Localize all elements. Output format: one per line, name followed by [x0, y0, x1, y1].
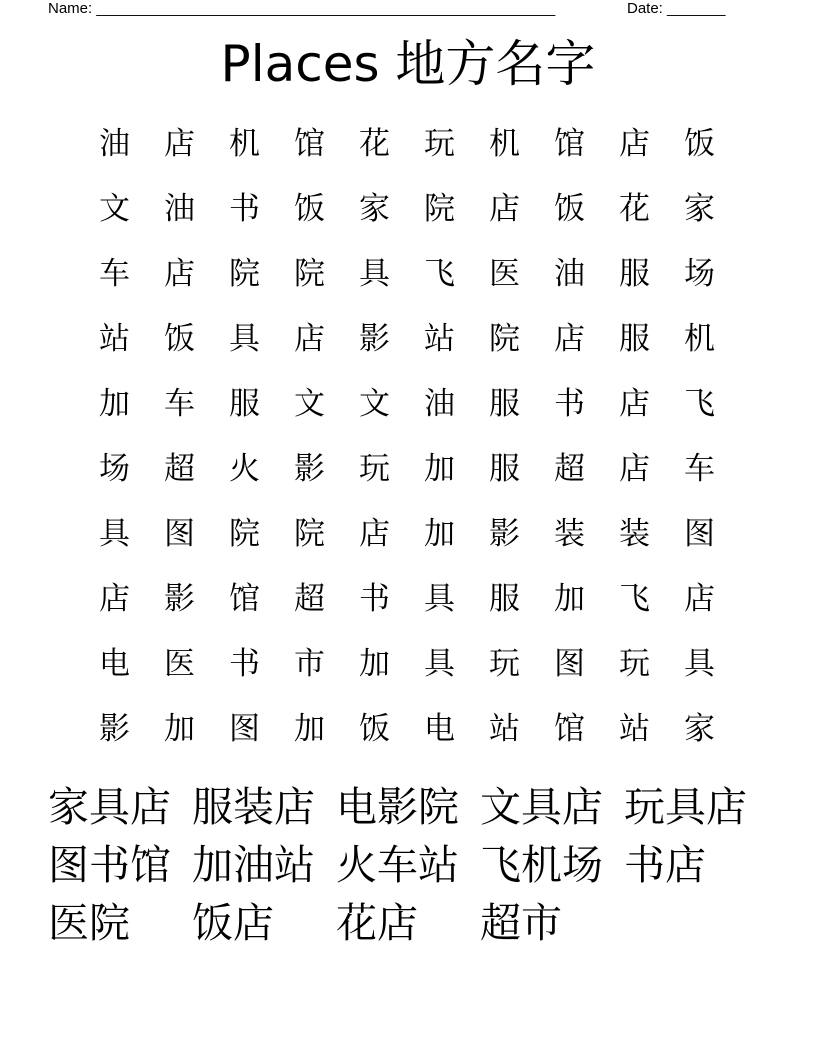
grid-cell[interactable]: 加	[294, 711, 325, 747]
grid-cell[interactable]: 饭	[684, 126, 715, 162]
grid-cell[interactable]: 具	[359, 256, 390, 292]
grid-cell[interactable]: 医	[489, 256, 520, 292]
word-row	[48, 836, 788, 894]
grid-cell[interactable]: 饭	[164, 321, 195, 357]
grid-row	[82, 307, 732, 372]
grid-cell[interactable]: 电	[99, 646, 130, 682]
grid-cell[interactable]: 店	[164, 256, 195, 292]
grid-cell[interactable]: 具	[424, 581, 455, 617]
word-item: 医院	[48, 899, 130, 947]
grid-cell[interactable]: 车	[164, 386, 195, 422]
grid-cell[interactable]: 文	[99, 191, 130, 227]
grid-row	[82, 242, 732, 307]
grid-cell[interactable]: 电	[424, 711, 455, 747]
grid-cell[interactable]: 具	[424, 646, 455, 682]
grid-cell[interactable]: 影	[99, 711, 130, 747]
grid-cell[interactable]: 书	[359, 581, 390, 617]
grid-cell[interactable]: 超	[164, 451, 195, 487]
grid-row	[82, 112, 732, 177]
grid-cell[interactable]: 站	[619, 711, 650, 747]
grid-row	[82, 567, 732, 632]
word-item: 火车站	[336, 841, 459, 889]
grid-row	[82, 372, 732, 437]
word-item: 家具店	[48, 783, 171, 831]
grid-cell[interactable]: 玩	[424, 126, 455, 162]
word-item: 饭店	[192, 899, 274, 947]
grid-row	[82, 632, 732, 697]
word-item: 玩具店	[624, 783, 747, 831]
grid-cell[interactable]: 家	[684, 711, 715, 747]
grid-cell[interactable]: 书	[229, 646, 260, 682]
grid-row	[82, 697, 732, 762]
grid-cell[interactable]: 服	[619, 321, 650, 357]
word-item: 文具店	[480, 783, 603, 831]
grid-cell[interactable]: 市	[294, 646, 325, 682]
grid-cell[interactable]: 花	[619, 191, 650, 227]
grid-cell[interactable]: 饭	[554, 191, 585, 227]
grid-cell[interactable]: 店	[619, 126, 650, 162]
grid-cell[interactable]: 玩	[489, 646, 520, 682]
grid-cell[interactable]: 饭	[294, 191, 325, 227]
grid-cell[interactable]: 馆	[294, 126, 325, 162]
grid-cell[interactable]: 油	[554, 256, 585, 292]
grid-cell[interactable]: 场	[684, 256, 715, 292]
grid-cell[interactable]: 玩	[359, 451, 390, 487]
word-item: 电影院	[336, 783, 459, 831]
grid-cell[interactable]: 火	[229, 451, 260, 487]
grid-cell[interactable]: 超	[554, 451, 585, 487]
grid-row	[82, 502, 732, 567]
grid-cell[interactable]: 院	[294, 256, 325, 292]
grid-cell[interactable]: 油	[424, 386, 455, 422]
grid-cell[interactable]: 加	[99, 386, 130, 422]
word-item: 加油站	[192, 841, 315, 889]
grid-row	[82, 177, 732, 242]
grid-cell[interactable]: 服	[489, 581, 520, 617]
grid-cell[interactable]: 店	[294, 321, 325, 357]
grid-cell[interactable]: 站	[99, 321, 130, 357]
date-label: Date: _______	[627, 0, 726, 17]
grid-cell[interactable]: 服	[229, 386, 260, 422]
grid-cell[interactable]: 加	[164, 711, 195, 747]
grid-cell[interactable]: 影	[294, 451, 325, 487]
grid-cell[interactable]: 店	[684, 581, 715, 617]
grid-cell[interactable]: 油	[164, 191, 195, 227]
header	[0, 0, 816, 20]
grid-cell[interactable]: 影	[359, 321, 390, 357]
grid-cell[interactable]: 车	[99, 256, 130, 292]
grid-cell[interactable]: 机	[229, 126, 260, 162]
grid-cell[interactable]: 超	[294, 581, 325, 617]
grid-cell[interactable]: 加	[359, 646, 390, 682]
grid-cell[interactable]: 馆	[554, 711, 585, 747]
grid-cell[interactable]: 院	[424, 191, 455, 227]
grid-cell[interactable]: 服	[619, 256, 650, 292]
grid-cell[interactable]: 加	[424, 516, 455, 552]
grid-cell[interactable]: 医	[164, 646, 195, 682]
grid-cell[interactable]: 飞	[424, 256, 455, 292]
grid-cell[interactable]: 书	[229, 191, 260, 227]
word-item: 超市	[480, 899, 562, 947]
grid-cell[interactable]: 飞	[619, 581, 650, 617]
grid-cell[interactable]: 店	[99, 581, 130, 617]
word-search-grid	[82, 112, 732, 762]
grid-cell[interactable]: 加	[554, 581, 585, 617]
word-row	[48, 894, 788, 952]
page-title: Places 地方名字	[220, 35, 596, 93]
grid-cell[interactable]: 图	[554, 646, 585, 682]
grid-cell[interactable]: 玩	[619, 646, 650, 682]
grid-cell[interactable]: 油	[99, 126, 130, 162]
word-item: 服装店	[192, 783, 315, 831]
grid-cell[interactable]: 机	[684, 321, 715, 357]
grid-cell[interactable]: 车	[684, 451, 715, 487]
word-row	[48, 778, 788, 836]
grid-cell[interactable]: 书	[554, 386, 585, 422]
grid-cell[interactable]: 文	[294, 386, 325, 422]
grid-cell[interactable]: 饭	[359, 711, 390, 747]
grid-cell[interactable]: 文	[359, 386, 390, 422]
grid-cell[interactable]: 具	[99, 516, 130, 552]
grid-cell[interactable]: 院	[229, 256, 260, 292]
grid-cell[interactable]: 影	[164, 581, 195, 617]
grid-cell[interactable]: 店	[489, 191, 520, 227]
grid-cell[interactable]: 花	[359, 126, 390, 162]
grid-cell[interactable]: 院	[489, 321, 520, 357]
grid-cell[interactable]: 店	[619, 451, 650, 487]
grid-cell[interactable]: 图	[684, 516, 715, 552]
grid-cell[interactable]: 机	[489, 126, 520, 162]
word-item: 飞机场	[480, 841, 603, 889]
grid-cell[interactable]: 馆	[229, 581, 260, 617]
grid-cell[interactable]: 店	[164, 126, 195, 162]
grid-cell[interactable]: 院	[229, 516, 260, 552]
word-item: 书店	[624, 841, 706, 889]
grid-cell[interactable]: 场	[99, 451, 130, 487]
grid-cell[interactable]: 家	[359, 191, 390, 227]
grid-cell[interactable]: 馆	[554, 126, 585, 162]
grid-cell[interactable]: 家	[684, 191, 715, 227]
word-item: 花店	[336, 899, 418, 947]
grid-cell[interactable]: 服	[489, 386, 520, 422]
grid-cell[interactable]: 院	[294, 516, 325, 552]
grid-cell[interactable]: 具	[229, 321, 260, 357]
name-label: Name: _______________________________________________________	[48, 0, 556, 17]
grid-cell[interactable]: 加	[424, 451, 455, 487]
grid-cell[interactable]: 店	[619, 386, 650, 422]
word-item: 图书馆	[48, 841, 171, 889]
grid-cell[interactable]: 站	[424, 321, 455, 357]
grid-cell[interactable]: 服	[489, 451, 520, 487]
grid-cell[interactable]: 装	[554, 516, 585, 552]
grid-cell[interactable]: 装	[619, 516, 650, 552]
grid-cell[interactable]: 飞	[684, 386, 715, 422]
grid-cell[interactable]: 图	[164, 516, 195, 552]
grid-cell[interactable]: 站	[489, 711, 520, 747]
grid-cell[interactable]: 影	[489, 516, 520, 552]
grid-cell[interactable]: 店	[359, 516, 390, 552]
grid-cell[interactable]: 图	[229, 711, 260, 747]
grid-cell[interactable]: 具	[684, 646, 715, 682]
word-list	[48, 778, 788, 952]
grid-row	[82, 437, 732, 502]
grid-cell[interactable]: 店	[554, 321, 585, 357]
